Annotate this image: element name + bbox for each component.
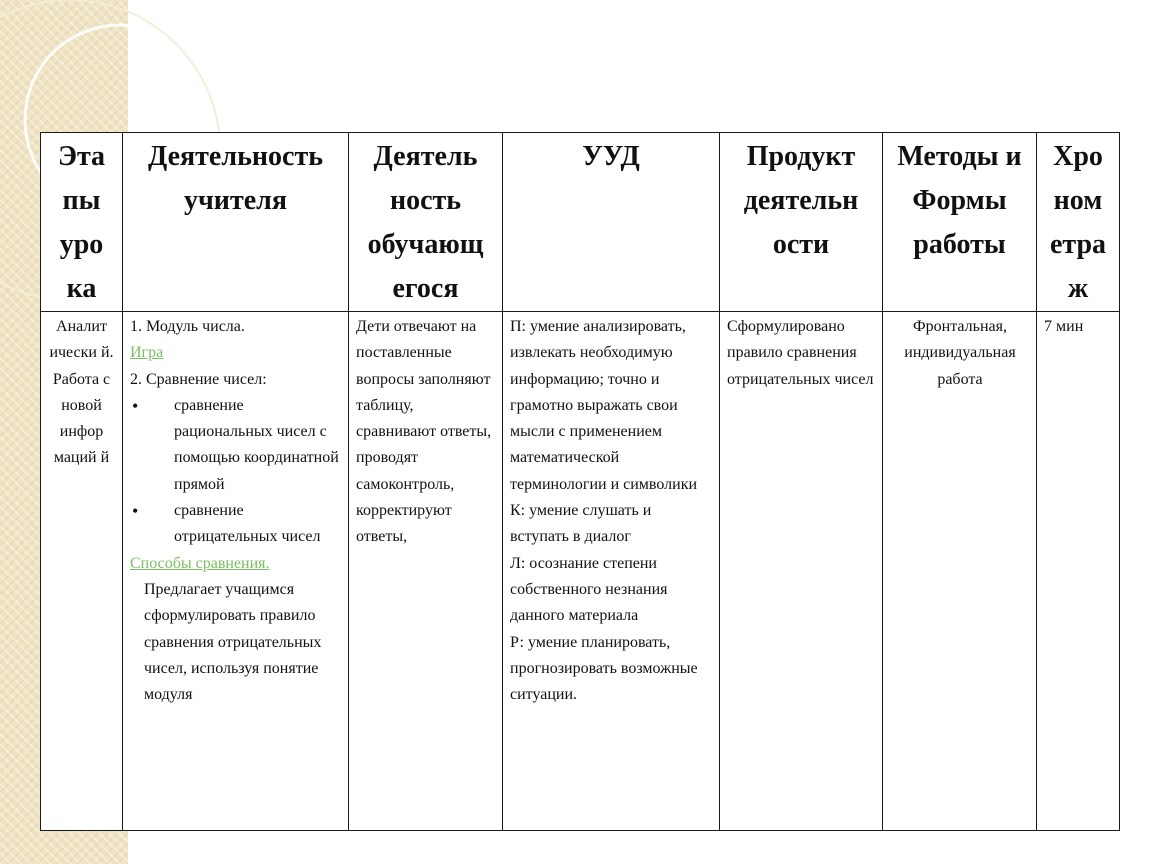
header-row (41, 133, 1120, 312)
uud-regulatory: Р: умение планировать, прогнозировать возможные ситуации. (510, 633, 698, 704)
teacher-item-1: 1. Модуль числа. (130, 318, 245, 335)
list-item: • сравнение рациональных чисел с помощью координатной прямой (130, 393, 342, 498)
uud-personal: Л: осознание степени собственного незнания данного материала (510, 554, 668, 625)
header-stages: Эта пы уро ка (41, 133, 123, 312)
table-row (41, 312, 1120, 831)
header-timing: Хро ном етра ж (1037, 133, 1120, 312)
teacher-bullet-list (130, 393, 342, 551)
teacher-item-2: 2. Сравнение чисел: (130, 370, 267, 388)
teacher-instruction-text: Предлагает учащимся сформулировать правило сравнения отрицательных чисел, используя понятие модуля (144, 580, 322, 704)
uud-cognitive: П: умение анализировать, извлекать необходимую информацию; точно и грамотно выражать свои мысли с применением математической терминологии и символики (510, 318, 698, 493)
header-product: Продукт деятельн ости (720, 133, 883, 312)
lesson-plan-table (40, 132, 1120, 831)
cell-stage: Аналит ически й. Работа с новой инфор маций й (41, 312, 123, 831)
header-student-activity: Деятель ность обучающ егося (349, 133, 503, 312)
cell-student-activity: Дети отвечают на поставленные вопросы заполняют таблицу, сравнивают ответы, проводят самоконтроль, корректируют ответы, (349, 312, 503, 831)
cell-methods: Фронтальная, индивидуальная работа (883, 312, 1037, 831)
cell-teacher-activity (123, 312, 349, 831)
list-item: • сравнение отрицательных чисел (130, 498, 342, 551)
header-uud: УУД (503, 133, 720, 312)
cell-product: Сформулировано правило сравнения отрицательных чисел (720, 312, 883, 831)
cell-time: 7 мин (1037, 312, 1120, 831)
header-teacher-activity: Деятельность учителя (123, 133, 349, 312)
comparison-methods-link[interactable]: Способы сравнения. (130, 554, 270, 572)
header-methods: Методы и Формы работы (883, 133, 1037, 312)
game-link[interactable]: Игра (130, 344, 164, 362)
cell-uud (503, 312, 720, 831)
uud-communicative: К: умение слушать и вступать в диалог (510, 502, 652, 546)
